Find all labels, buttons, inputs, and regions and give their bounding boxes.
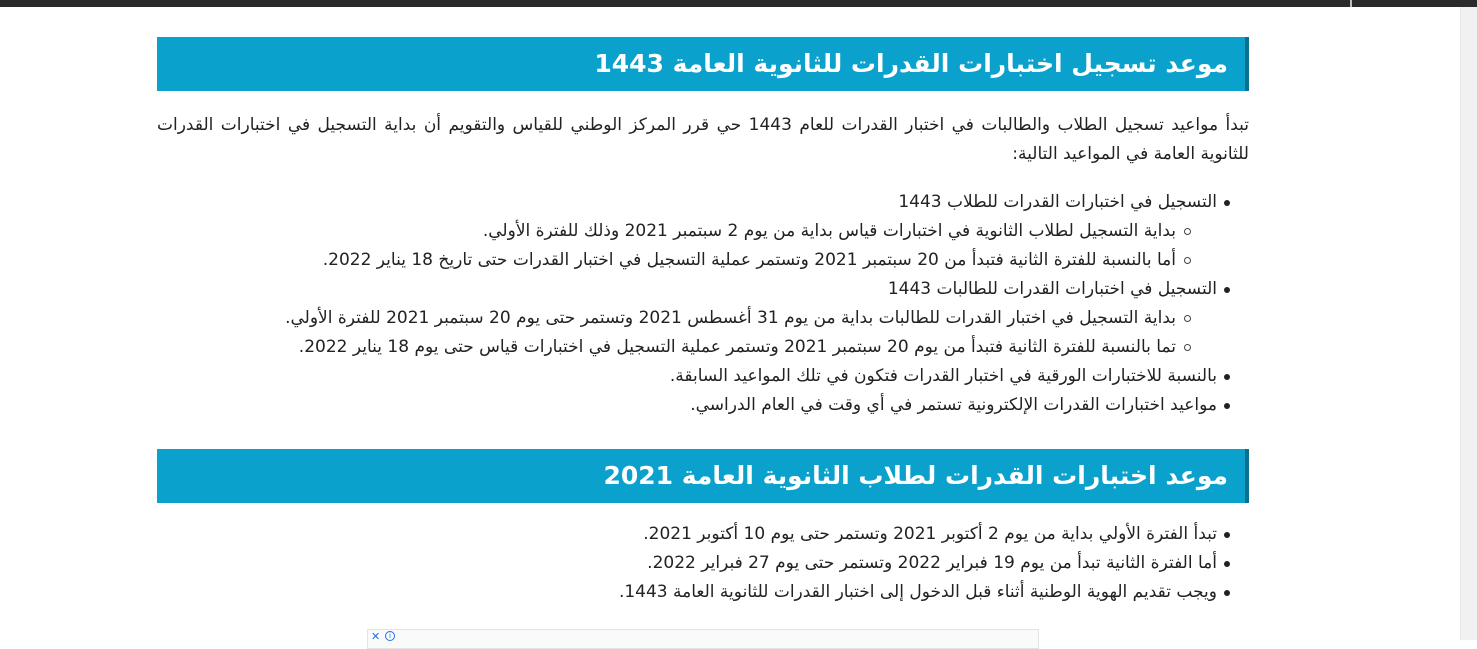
list-item: تما بالنسبة للفترة الثانية فتبدأ من يوم 20 سبتمبر 2021 وتستمر عملية التسجيل في اختبارات قياس حتى يوم 18 يناير 2022. xyxy=(157,333,1249,362)
list-item: التسجيل في اختبارات القدرات للطالبات 1443 xyxy=(157,275,1249,304)
close-icon[interactable]: ✕ xyxy=(371,630,381,643)
test-dates-list xyxy=(157,520,1249,607)
list-item: مواعيد اختبارات القدرات الإلكترونية تستمر في أي وقت في العام الدراسي. xyxy=(157,391,1249,420)
list-item: التسجيل في اختبارات القدرات للطلاب 1443 xyxy=(157,188,1249,217)
ad-banner[interactable] xyxy=(367,629,1039,649)
top-bar-marker xyxy=(1350,0,1352,7)
list-item: بالنسبة للاختبارات الورقية في اختبار القدرات فتكون في تلك المواعيد السابقة. xyxy=(157,362,1249,391)
page-scrollbar[interactable] xyxy=(1460,7,1477,640)
list-item: تبدأ الفترة الأولي بداية من يوم 2 أكتوبر 2021 وتستمر حتى يوم 10 أكتوبر 2021. xyxy=(157,520,1249,549)
registration-dates-list xyxy=(157,188,1249,420)
info-icon[interactable]: i xyxy=(385,631,395,641)
list-item: أما الفترة الثانية تبدأ من يوم 19 فبراير 2022 وتستمر حتى يوم 27 فبراير 2022. xyxy=(157,549,1249,578)
section-heading-test-dates: موعد اختبارات القدرات لطلاب الثانوية العامة 2021 xyxy=(157,449,1249,503)
list-item: بداية التسجيل لطلاب الثانوية في اختبارات قياس بداية من يوم 2 سبتمبر 2021 وذلك للفترة الأولي. xyxy=(157,217,1249,246)
list-item: ويجب تقديم الهوية الوطنية أثناء قبل الدخول إلى اختبار القدرات للثانوية العامة 1443. xyxy=(157,578,1249,607)
list-item: أما بالنسبة للفترة الثانية فتبدأ من 20 سبتمبر 2021 وتستمر عملية التسجيل في اختبار القدرات حتى تاريخ 18 يناير 2022. xyxy=(157,246,1249,275)
section-intro-paragraph: تبدأ مواعيد تسجيل الطلاب والطالبات في اختبار القدرات للعام 1443 حي قرر المركز الوطني للقياس والتقويم أن بداية التسجيل في اختبارات القدرات للثانوية العامة في المواعيد التالية: xyxy=(157,115,1249,164)
section-heading-registration: موعد تسجيل اختبارات القدرات للثانوية العامة 1443 xyxy=(157,37,1249,91)
list-item: بداية التسجيل في اختبار القدرات للطالبات بداية من يوم 31 أغسطس 2021 وتستمر حتى يوم 20 سبتمبر 2021 للفترة الأولي. xyxy=(157,304,1249,333)
browser-top-bar xyxy=(0,0,1477,7)
